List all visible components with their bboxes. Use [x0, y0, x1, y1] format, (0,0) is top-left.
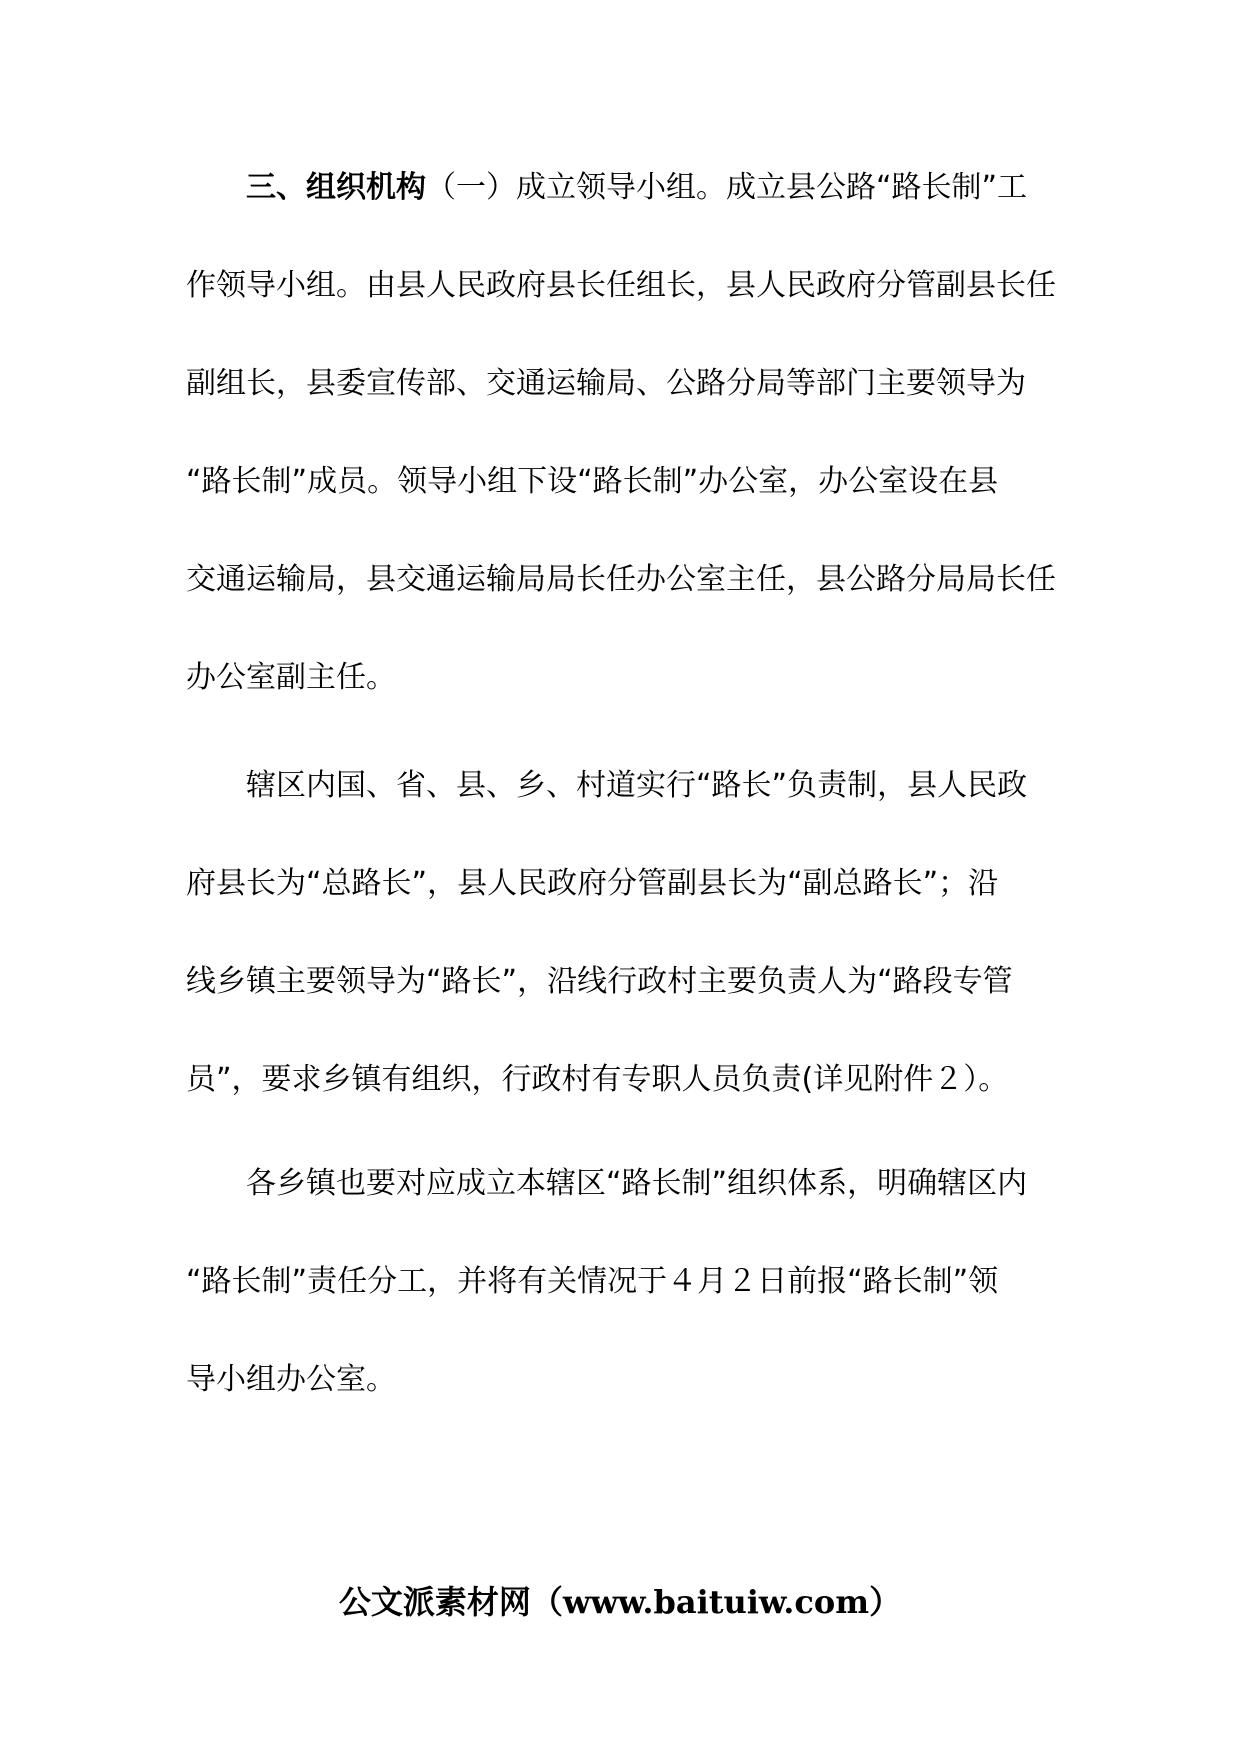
section-heading: 三、组织机构 — [246, 170, 426, 205]
paragraph-line: 副组长，县委宣传部、交通运输局、公路分局等部门主要领导为 — [186, 366, 1026, 401]
paragraph-line: “路长制”责任分工，并将有关情况于４月２日前报“路长制”领 — [186, 1264, 999, 1299]
paragraph-line: 导小组办公室。 — [186, 1362, 396, 1397]
paragraph-line: 办公室副主任。 — [186, 660, 396, 695]
footer-watermark: 公文派素材网（www.baituiw.com） — [338, 1583, 902, 1621]
paragraph-line: 员”，要求乡镇有组织，行政村有专职人员负责(详见附件２）。 — [186, 1062, 1009, 1097]
paragraph-line: 辖区内国、省、县、乡、村道实行“路长”负责制，县人民政 — [246, 768, 1028, 803]
paragraph-line: 府县长为“总路长”，县人民政府分管副县长为“副总路长”；沿 — [186, 866, 999, 901]
paragraph-line: 线乡镇主要领导为“路长”，沿线行政村主要负责人为“路段专管 — [186, 964, 1013, 999]
paragraph-line: 各乡镇也要对应成立本辖区“路长制”组织体系，明确辖区内 — [246, 1166, 1028, 1201]
paragraph-line: 作领导小组。由县人民政府县长任组长，县人民政府分管副县长任 — [186, 268, 1056, 303]
paragraph-line: “路长制”成员。领导小组下设“路长制”办公室，办公室设在县 — [186, 464, 999, 499]
paragraph-line — [246, 168, 1027, 208]
paragraph-text: （一）成立领导小组。成立县公路“路长制”工 — [426, 170, 1028, 205]
paragraph-line: 交通运输局，县交通运输局局长任办公室主任，县公路分局局长任 — [186, 562, 1056, 597]
